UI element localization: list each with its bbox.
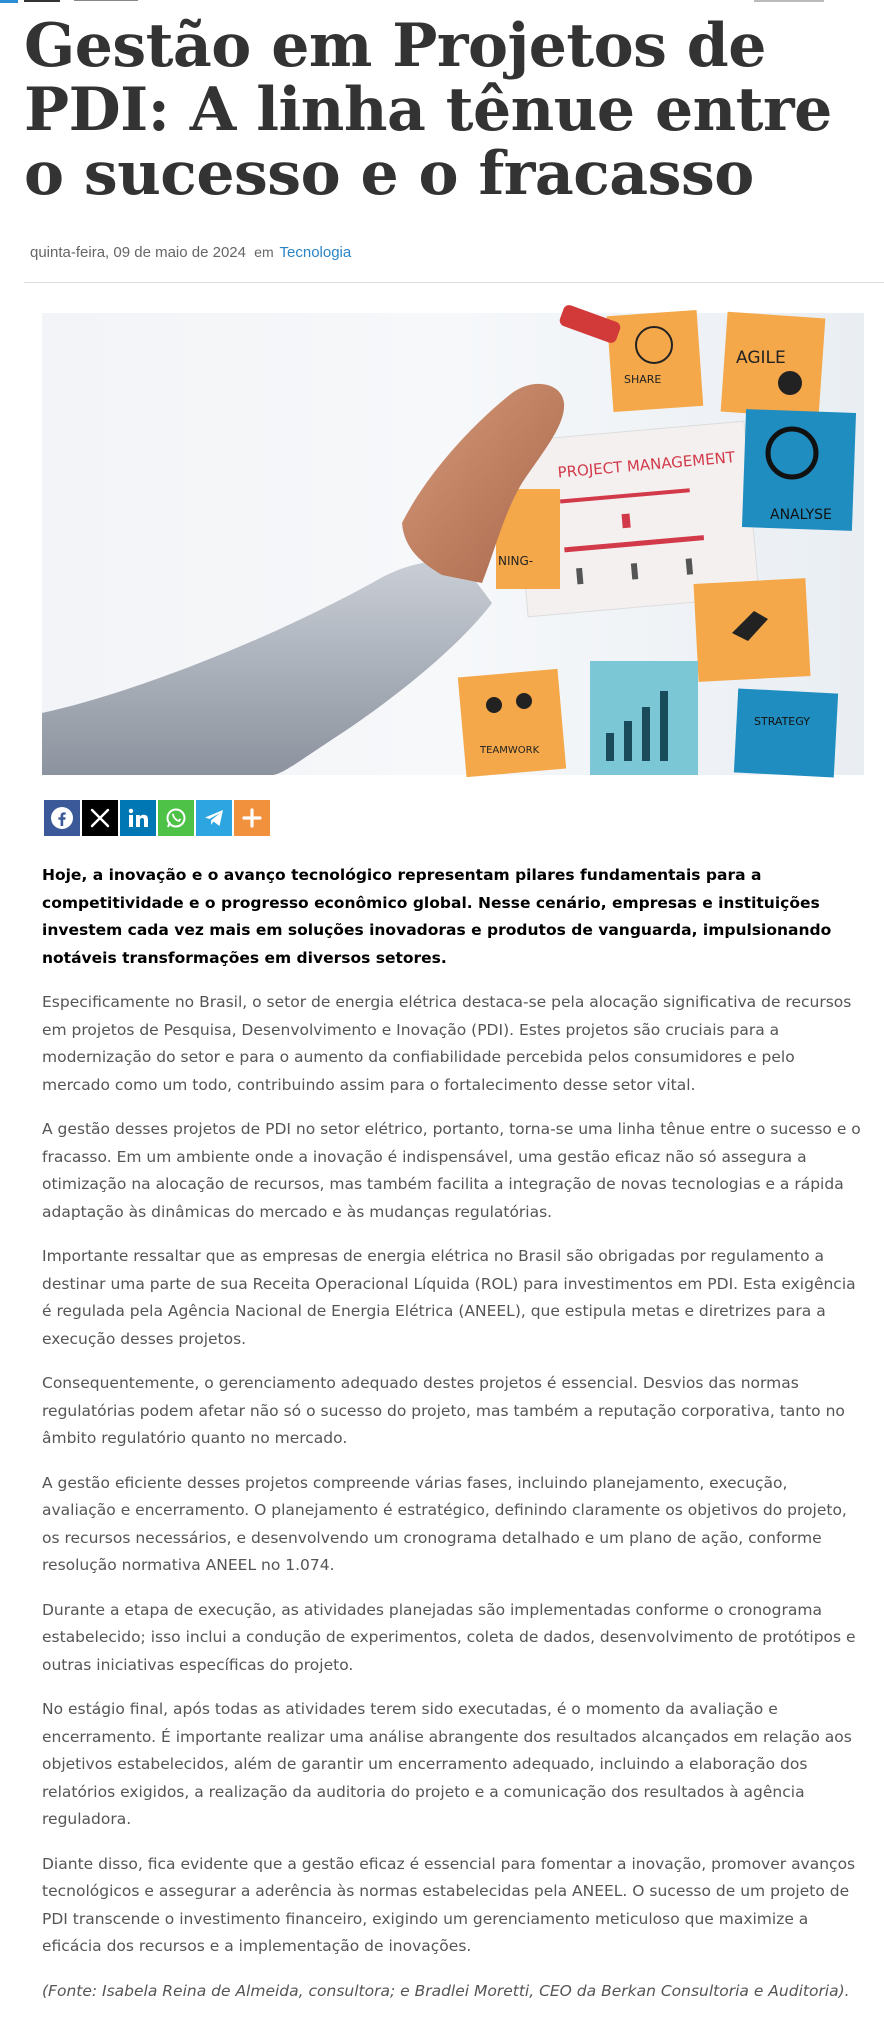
breadcrumb-link[interactable] [74,0,138,1]
header-divider [24,282,884,283]
whatsapp-share-button[interactable] [158,800,194,836]
nav-right-link[interactable] [754,0,824,2]
nav-link[interactable] [24,0,60,2]
article-body [42,862,864,2022]
sticky-note-text: STRATEGY [754,715,810,728]
article-source: (Fonte: Isabela Reina de Almeida, consultora; e Bradlei Moretti, CEO da Berkan Consultoria e Auditoria). [42,1981,850,2000]
sticky-note-text: AGILE [736,348,786,368]
article-paragraph: Consequentemente, o gerenciamento adequado destes projetos é essencial. Desvios das normas regulatórias podem afetar não só o sucesso do projeto, mas também a reputação corporativa, tanto no âmbito regulatório quanto no mercado. [42,1374,845,1447]
sticky-note-text: TEAMWORK [480,745,540,756]
article-paragraph: Especificamente no Brasil, o setor de energia elétrica destaca-se pela alocação significativa de recursos em projetos de Pesquisa, Desenvolvimento e Inovação (PDI). Estes projetos são cruciais para a modernização do setor e para o aumento da confiabilidade percebida pelos consumidores e pelo mercado como um todo, contribuindo assim para o fortalecimento desse setor vital. [42,993,852,1094]
article-paragraph: A gestão eficiente desses projetos compreende várias fases, incluindo planejamento, execução, avaliação e encerramento. O planejamento é estratégico, definindo claramente os objetivos do projeto, os recursos necessários, e desenvolvendo um cronograma detalhado e um plano de ação, conforme resolução normativa ANEEL no 1.074. [42,1473,847,1574]
telegram-icon [202,806,226,830]
linkedin-icon [126,806,150,830]
article-paragraph: A gestão desses projetos de PDI no setor elétrico, portanto, torna-se uma linha tênue entre o sucesso e o fracasso. Em um ambiente onde a inovação é indispensável, uma gestão eficaz não só assegura a otimização na alocação de recursos, mas também facilita a integração de novas tecnologias e a rápida adaptação às dinâmicas do mercado e às mudanças regulatórias. [42,1120,861,1221]
hero-illustration [42,313,864,775]
top-navigation-strip [0,0,884,4]
nav-accent[interactable] [0,0,18,3]
x-icon [88,806,112,830]
sticky-note-text: SHARE [624,373,662,386]
article-hero-image [42,313,864,775]
article-paragraph: Diante disso, fica evidente que a gestão eficaz é essencial para fomentar a inovação, promover avanços tecnológicos e assegurar a aderência às normas estabelecidas pela ANEEL. O sucesso de um projeto de PDI transcende o investimento financeiro, exigindo um gerenciamento meticuloso que maximize a eficácia dos recursos e a implementação de inovações. [42,1854,856,1955]
x-share-button[interactable] [82,800,118,836]
more-share-button[interactable] [234,800,270,836]
article-lead: Hoje, a inovação e o avanço tecnológico representam pilares fundamentais para a competitividade e o progresso econômico global. Nesse cenário, empresas e instituições investem cada vez mais em soluções inovadoras e produtos de vanguarda, impulsionando notáveis transformações em diversos setores. [42,866,832,967]
sticky-note-text: ANALYSE [770,507,832,523]
whatsapp-icon [164,806,188,830]
telegram-share-button[interactable] [196,800,232,836]
linkedin-share-button[interactable] [120,800,156,836]
article-title: Gestão em Projetos de PDI: A linha tênue entre o sucesso e o fracasso [24,11,832,209]
category-link[interactable]: Tecnologia [279,244,352,261]
sticky-note-text: NING- [498,554,534,568]
sticky-note-text: PROJECT MANAGEMENT [556,448,736,482]
article-paragraph: Importante ressaltar que as empresas de energia elétrica no Brasil são obrigadas por regulamento a destinar uma parte de sua Receita Operacional Líquida (ROL) para investimentos em PDI. Esta exigência é regulada pela Agência Nacional de Energia Elétrica (ANEEL), que estipula metas e diretrizes para a execução desses projetos. [42,1247,856,1348]
article-date: quinta-feira, 09 de maio de 2024 [30,244,246,261]
facebook-share-button[interactable] [44,800,80,836]
facebook-icon [49,805,75,831]
category-prefix: em [254,244,274,260]
share-buttons [44,800,270,836]
article-paragraph: Durante a etapa de execução, as atividades planejadas são implementadas conforme o cronograma estabelecido; isso inclui a condução de experimentos, coleta de dados, desenvolvimento de protótipos e outras iniciativas específicas do projeto. [42,1600,856,1674]
article-meta [30,244,351,261]
article-paragraph: No estágio final, após todas as atividades terem sido executadas, é o momento da avaliação e encerramento. É importante realizar uma análise abrangente dos resultados alcançados em relação aos objetivos estabelecidos, além de garantir um encerramento adequado, incluindo a elaboração dos relatórios exigidos, a realização da auditoria do projeto e a comunicação dos resultados à agência reguladora. [42,1700,852,1828]
more-icon [240,806,264,830]
